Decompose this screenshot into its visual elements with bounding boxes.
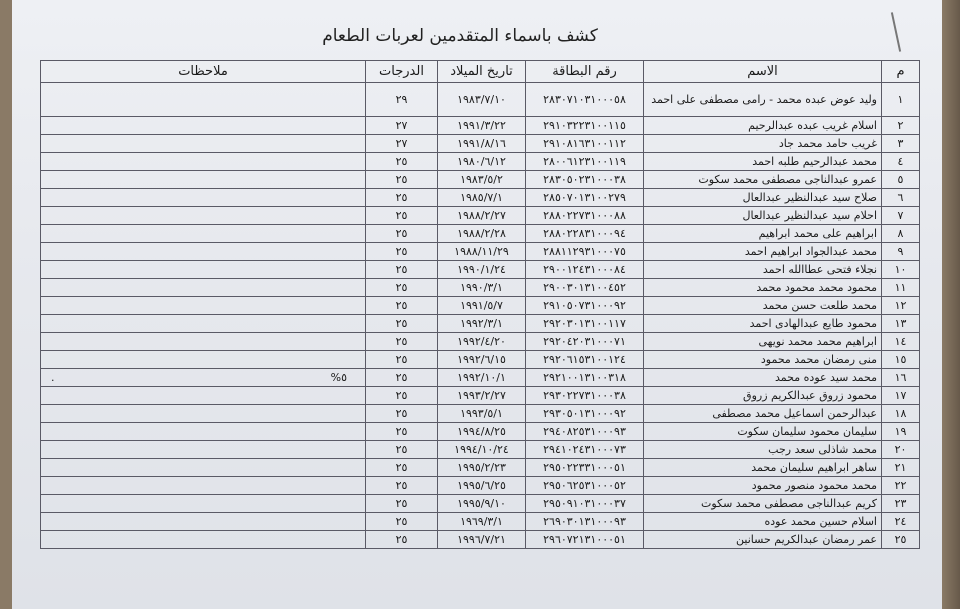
applicant-name: محمد طلعت حسن محمد [644,297,882,315]
notes-cell [41,135,366,153]
birth-date: ١٩٩٣/٢/٢٧ [438,387,526,405]
applicant-name: اسلام غريب عبده عبدالرحيم [644,117,882,135]
degree-score: ٢٥ [366,207,438,225]
table-row [41,171,920,189]
birth-date: ١٩٨٨/٢/٢٧ [438,207,526,225]
notes-cell [41,441,366,459]
applicant-name: محمود زروق عبدالكريم زروق [644,387,882,405]
national-id: ٢٩١٠٨١٦٣١٠٠١١٢ [526,135,644,153]
page-edge-shadow [942,0,960,609]
national-id: ٢٩٥٠٦٢٥٣١٠٠٠٥٢ [526,477,644,495]
degree-score: ٢٥ [366,513,438,531]
national-id: ٢٩٠٠٣٠١٣١٠٠٤٥٢ [526,279,644,297]
table-row [41,83,920,117]
row-number: ٢٠ [882,441,920,459]
row-number: ١٤ [882,333,920,351]
national-id: ٢٨٥٠٧٠١٣١٠٠٢٧٩ [526,189,644,207]
national-id: ٢٩٠٠١٢٤٣١٠٠٠٨٤ [526,261,644,279]
applicant-name: محمود محمد محمود محمد [644,279,882,297]
table-row [41,279,920,297]
birth-date: ١٩٩٥/٩/١٠ [438,495,526,513]
notes-cell [41,315,366,333]
notes-cell [41,495,366,513]
birth-date: ١٩٨٠/٦/١٢ [438,153,526,171]
table-row [41,531,920,549]
birth-date: ١٩٩٤/٨/٢٥ [438,423,526,441]
applicants-table [40,60,920,549]
applicant-name: وليد عوض عبده محمد - رامى مصطفى على احمد [644,83,882,117]
national-id: ٢٨٨٠٢٢٨٣١٠٠٠٩٤ [526,225,644,243]
notes-cell [41,297,366,315]
notes-cell [41,333,366,351]
row-number: ٢١ [882,459,920,477]
degree-score: ٢٥ [366,171,438,189]
birth-date: ١٩٩٣/٥/١ [438,405,526,423]
notes-cell [41,513,366,531]
table-row [41,495,920,513]
birth-date: ١٩٩٥/٦/٢٥ [438,477,526,495]
degree-score: ٢٥ [366,333,438,351]
notes-cell [41,171,366,189]
degree-score: ٢٥ [366,297,438,315]
row-number: ٢٣ [882,495,920,513]
birth-date: ١٩٩٥/٢/٢٣ [438,459,526,477]
birth-date: ١٩٩٢/١٠/١ [438,369,526,387]
national-id: ٢٩٥٠٢٢٣٣١٠٠٠٥١ [526,459,644,477]
header-num: م [882,61,920,83]
national-id: ٢٨٣٠٥٠٢٣١٠٠٠٣٨ [526,171,644,189]
header-national-id: رقم البطاقة [526,61,644,83]
national-id: ٢٩٦٠٧٢١٣١٠٠٠٥١ [526,531,644,549]
degree-score: ٢٥ [366,459,438,477]
applicant-name: كريم عبدالناجى مصطفى محمد سكوت [644,495,882,513]
national-id: ٢٨٨١١٢٩٣١٠٠٠٧٥ [526,243,644,261]
degree-score: ٢٥ [366,189,438,207]
degree-score: ٢٥ [366,405,438,423]
row-number: ٥ [882,171,920,189]
table-row [41,405,920,423]
header-name: الاسم [644,61,882,83]
row-number: ١١ [882,279,920,297]
degree-score: ٢٧ [366,117,438,135]
row-number: ١ [882,83,920,117]
applicant-name: محمد محمود منصور محمود [644,477,882,495]
notes-cell [41,387,366,405]
table-row [41,117,920,135]
birth-date: ١٩٦٩/٣/١ [438,513,526,531]
row-number: ٤ [882,153,920,171]
notes-cell [41,423,366,441]
row-number: ٢ [882,117,920,135]
national-id: ٢٩٢٠٦١٥٣١٠٠١٢٤ [526,351,644,369]
degree-score: ٢٥ [366,261,438,279]
table-row [41,261,920,279]
birth-date: ١٩٩٦/٧/٢١ [438,531,526,549]
birth-date: ١٩٩٤/١٠/٢٤ [438,441,526,459]
birth-date: ١٩٩١/٨/١٦ [438,135,526,153]
birth-date: ١٩٨٣/٧/١٠ [438,83,526,117]
row-number: ١٧ [882,387,920,405]
degree-score: ٢٥ [366,315,438,333]
notes-content [45,369,361,386]
table-row [41,189,920,207]
table-row [41,387,920,405]
national-id: ٢٩٣٠٥٠١٣١٠٠٠٩٢ [526,405,644,423]
notes-cell [41,207,366,225]
applicant-name: منى رمضان محمد محمود [644,351,882,369]
table-header-row [41,61,920,83]
degree-score: ٢٥ [366,423,438,441]
row-number: ١٦ [882,369,920,387]
birth-date: ١٩٩١/٥/٧ [438,297,526,315]
national-id: ٢٩١٠٥٠٧٣١٠٠٠٩٢ [526,297,644,315]
table-row [41,333,920,351]
degree-score: ٢٩ [366,83,438,117]
note-mark: . [51,371,55,384]
notes-cell [41,405,366,423]
notes-cell [41,243,366,261]
table-row [41,459,920,477]
national-id: ٢٩٣٠٢٢٧٣١٠٠٠٣٨ [526,387,644,405]
national-id: ٢٩٤١٠٢٤٣١٠٠٠٧٣ [526,441,644,459]
row-number: ١٥ [882,351,920,369]
table-row [41,369,920,387]
applicant-name: محمد عبدالرحيم طلبه احمد [644,153,882,171]
row-number: ٢٤ [882,513,920,531]
birth-date: ١٩٩٠/١/٢٤ [438,261,526,279]
row-number: ١٢ [882,297,920,315]
notes-cell [41,369,366,387]
row-number: ٢٥ [882,531,920,549]
row-number: ١٨ [882,405,920,423]
table-row [41,513,920,531]
table-row [41,441,920,459]
degree-score: ٢٥ [366,369,438,387]
birth-date: ١٩٨٥/٧/١ [438,189,526,207]
applicant-name: احلام سيد عبدالنظير عبدالعال [644,207,882,225]
note-text: ٥% [330,371,347,384]
applicant-name: عبدالرحمن اسماعيل محمد مصطفى [644,405,882,423]
degree-score: ٢٥ [366,351,438,369]
national-id: ٢٩٤٠٨٢٥٣١٠٠٠٩٣ [526,423,644,441]
degree-score: ٢٥ [366,441,438,459]
applicant-name: محمد سيد عوده محمد [644,369,882,387]
notes-cell [41,153,366,171]
table-row [41,207,920,225]
degree-score: ٢٥ [366,387,438,405]
birth-date: ١٩٩١/٣/٢٢ [438,117,526,135]
row-number: ٧ [882,207,920,225]
applicant-name: عمر رمضان عبدالكريم حسانين [644,531,882,549]
birth-date: ١٩٩٠/٣/١ [438,279,526,297]
notes-cell [41,225,366,243]
degree-score: ٢٥ [366,531,438,549]
row-number: ٦ [882,189,920,207]
header-notes: ملاحظات [41,61,366,83]
national-id: ٢٩٢٠٤٢٠٣١٠٠٠٧١ [526,333,644,351]
row-number: ١٣ [882,315,920,333]
document-title: كشف باسماء المتقدمين لعربات الطعام [322,26,598,46]
applicant-name: محمد عبدالجواد ابراهيم احمد [644,243,882,261]
notes-cell [41,189,366,207]
applicant-name: اسلام حسين محمد عوده [644,513,882,531]
national-id: ٢٨٨٠٢٢٧٣١٠٠٠٨٨ [526,207,644,225]
row-number: ٨ [882,225,920,243]
table-row [41,477,920,495]
applicant-name: محمد شاذلى سعد رجب [644,441,882,459]
applicant-name: عمرو عبدالناجى مصطفى محمد سكوت [644,171,882,189]
degree-score: ٢٥ [366,225,438,243]
notes-cell [41,83,366,117]
national-id: ٢٩٥٠٩١٠٣١٠٠٠٣٧ [526,495,644,513]
table-row [41,315,920,333]
birth-date: ١٩٨٣/٥/٢ [438,171,526,189]
birth-date: ١٩٩٢/٦/١٥ [438,351,526,369]
notes-cell [41,117,366,135]
header-degrees: الدرجات [366,61,438,83]
notes-cell [41,261,366,279]
notes-cell [41,531,366,549]
birth-date: ١٩٨٨/١١/٢٩ [438,243,526,261]
applicant-name: نجلاء فتحى عطاالله احمد [644,261,882,279]
degree-score: ٢٥ [366,477,438,495]
applicant-name: سليمان محمود سليمان سكوت [644,423,882,441]
degree-score: ٢٥ [366,153,438,171]
notes-cell [41,351,366,369]
table-row [41,153,920,171]
table-row [41,351,920,369]
national-id: ٢٨٠٠٦١٢٣١٠٠١١٩ [526,153,644,171]
birth-date: ١٩٩٢/٣/١ [438,315,526,333]
applicant-name: محمود طايع عبدالهادى احمد [644,315,882,333]
table-row [41,423,920,441]
applicant-name: صلاح سيد عبدالنظير عبدالعال [644,189,882,207]
degree-score: ٢٥ [366,279,438,297]
applicant-name: ساهر ابراهيم سليمان محمد [644,459,882,477]
row-number: ١٩ [882,423,920,441]
degree-score: ٢٥ [366,243,438,261]
degree-score: ٢٧ [366,135,438,153]
national-id: ٢٦٩٠٣٠١٣١٠٠٠٩٣ [526,513,644,531]
row-number: ٣ [882,135,920,153]
row-number: ٩ [882,243,920,261]
row-number: ٢٢ [882,477,920,495]
table-row [41,135,920,153]
national-id: ٢٩٢١٠٠١٣١٠٠٣١٨ [526,369,644,387]
national-id: ٢٩١٠٣٢٢٣١٠٠١١٥ [526,117,644,135]
table-row [41,297,920,315]
national-id: ٢٨٣٠٧١٠٣١٠٠٠٥٨ [526,83,644,117]
notes-cell [41,279,366,297]
table-body [41,83,920,549]
birth-date: ١٩٨٨/٢/٢٨ [438,225,526,243]
applicant-name: ابراهيم على محمد ابراهيم [644,225,882,243]
table-row [41,243,920,261]
header-birth-date: تاريخ الميلاد [438,61,526,83]
applicant-name: ابراهيم محمد محمد نويهى [644,333,882,351]
notes-cell [41,459,366,477]
degree-score: ٢٥ [366,495,438,513]
row-number: ١٠ [882,261,920,279]
notes-cell [41,477,366,495]
national-id: ٢٩٢٠٣٠١٣١٠٠١١٧ [526,315,644,333]
applicant-name: غريب حامد محمد جاد [644,135,882,153]
table-row [41,225,920,243]
birth-date: ١٩٩٢/٤/٢٠ [438,333,526,351]
